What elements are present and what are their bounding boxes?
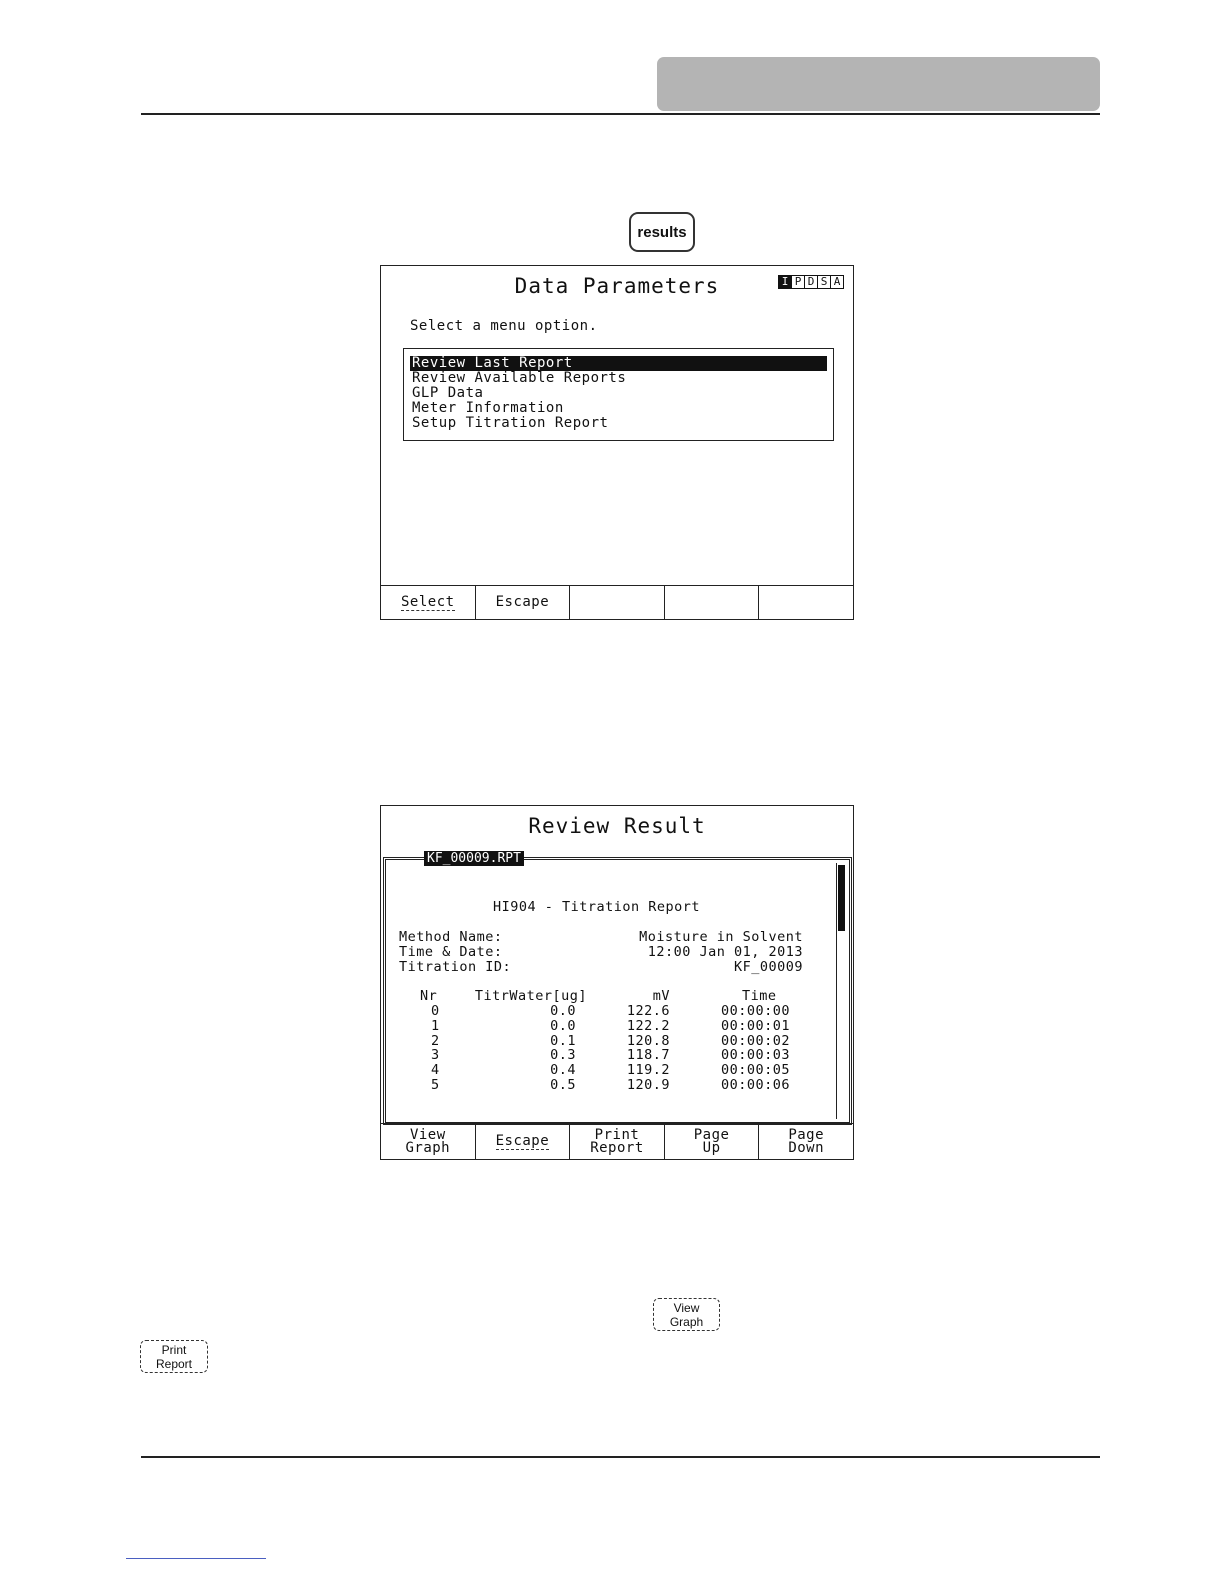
select-softkey[interactable] [381, 586, 475, 619]
table-header [381, 989, 855, 1004]
col-header-titr-water: TitrWater[ug] [474, 988, 587, 1004]
cell-time: 00:00:02 [721, 1032, 791, 1049]
menu-item-meter-information[interactable]: Meter Information [412, 400, 564, 416]
print-report-key-chip [140, 1340, 208, 1373]
view-graph-label-line2: Graph [405, 1139, 451, 1156]
cell-titr-water: 0.0 [550, 1017, 576, 1034]
page-up-softkey[interactable] [664, 1124, 759, 1159]
cell-time: 00:00:06 [721, 1077, 791, 1093]
view-graph-softkey[interactable] [381, 1124, 475, 1159]
table-row [381, 1048, 855, 1063]
menu-item-review-last-report[interactable]: Review Last Report [410, 356, 827, 371]
footer-link-underline[interactable] [126, 1558, 266, 1559]
escape-softkey-label: Escape [495, 1132, 550, 1149]
view-graph-chip-line2: Graph [669, 1314, 704, 1329]
cell-time: 00:00:03 [721, 1047, 791, 1064]
mode-flag-d: D [804, 275, 818, 289]
cell-mv: 118.7 [626, 1047, 670, 1064]
cell-nr: 3 [431, 1047, 440, 1064]
select-softkey-label: Select [401, 593, 455, 610]
cell-titr-water: 0.4 [550, 1062, 576, 1079]
print-report-chip-line1: Print [161, 1342, 187, 1357]
table-row [381, 1034, 855, 1049]
screen-title: Review Result [528, 814, 706, 838]
cell-time: 00:00:05 [721, 1062, 791, 1079]
view-graph-chip-line1: View [673, 1300, 700, 1315]
cell-mv: 120.8 [626, 1032, 670, 1049]
menu-prompt: Select a menu option. [410, 318, 598, 334]
mode-flag-p: P [791, 275, 805, 289]
cell-time: 00:00:00 [721, 1003, 791, 1019]
page-up-label-line2: Up [702, 1139, 721, 1156]
cell-titr-water: 0.3 [550, 1047, 576, 1064]
mode-flag-a: A [830, 275, 844, 289]
print-report-label-line2: Report [590, 1139, 644, 1156]
footer-rule [141, 1456, 1100, 1458]
cell-nr: 0 [431, 1003, 440, 1019]
print-report-chip-line2: Report [155, 1356, 193, 1371]
mode-flag-s: S [817, 275, 831, 289]
field-label-titration-id: Titration ID: [399, 959, 512, 975]
col-header-nr: Nr [420, 988, 438, 1004]
page-down-label-line2: Down [788, 1139, 825, 1156]
cell-mv: 122.2 [626, 1017, 670, 1034]
escape-softkey[interactable] [475, 1124, 570, 1159]
report-file-name: KF_00009.RPT [424, 851, 524, 866]
col-header-mv: mV [652, 988, 670, 1004]
cell-nr: 5 [431, 1077, 440, 1093]
table-row [381, 1004, 855, 1019]
cell-nr: 2 [431, 1032, 440, 1049]
print-report-softkey[interactable] [569, 1124, 664, 1159]
field-label-method-name: Method Name: [399, 929, 503, 945]
scroll-thumb[interactable] [838, 865, 845, 931]
cell-titr-water: 0.0 [550, 1003, 576, 1019]
header-rule [141, 113, 1100, 115]
screen-title: Data Parameters [514, 274, 720, 298]
softkey-bar [381, 585, 853, 619]
softkey-bar [381, 1123, 853, 1159]
field-label-time-date: Time & Date: [399, 944, 503, 960]
field-value-method-name: Moisture in Solvent [639, 929, 803, 945]
view-graph-key-chip [653, 1298, 720, 1331]
cell-nr: 4 [431, 1062, 440, 1079]
table-row [381, 1063, 855, 1078]
blank-softkey-5[interactable] [758, 586, 853, 619]
print-report-label-line1: Print [594, 1126, 640, 1143]
cell-mv: 122.6 [626, 1003, 670, 1019]
cell-mv: 119.2 [626, 1062, 670, 1079]
menu-item-setup-titration-report[interactable]: Setup Titration Report [412, 415, 609, 431]
header-tab [657, 57, 1100, 111]
menu-item-glp-data[interactable]: GLP Data [412, 385, 484, 401]
blank-softkey-4[interactable] [664, 586, 759, 619]
page-up-label-line1: Page [693, 1126, 730, 1143]
menu-item-review-available-reports[interactable]: Review Available Reports [412, 370, 627, 386]
mode-flag-i: I [778, 275, 792, 289]
page-down-softkey[interactable] [758, 1124, 853, 1159]
table-row [381, 1019, 855, 1034]
field-value-titration-id: KF_00009 [733, 959, 803, 975]
cell-titr-water: 0.5 [550, 1077, 576, 1093]
data-parameters-screen [380, 265, 854, 620]
results-key: results [629, 212, 695, 252]
blank-softkey-3[interactable] [569, 586, 664, 619]
cell-time: 00:00:01 [721, 1017, 791, 1034]
cell-titr-water: 0.1 [550, 1032, 576, 1049]
view-graph-label-line1: View [409, 1126, 446, 1143]
escape-softkey-label: Escape [495, 594, 550, 610]
col-header-time: Time [742, 988, 777, 1004]
menu-list [403, 348, 834, 441]
review-result-screen [380, 805, 854, 1160]
page-down-label-line1: Page [788, 1126, 825, 1143]
cell-mv: 120.9 [626, 1077, 670, 1093]
report-title: HI904 - Titration Report [493, 899, 701, 915]
mode-flags [779, 275, 844, 289]
cell-nr: 1 [431, 1017, 440, 1034]
field-value-time-date: 12:00 Jan 01, 2013 [647, 944, 803, 960]
table-row [381, 1078, 855, 1093]
escape-softkey[interactable] [475, 586, 570, 619]
